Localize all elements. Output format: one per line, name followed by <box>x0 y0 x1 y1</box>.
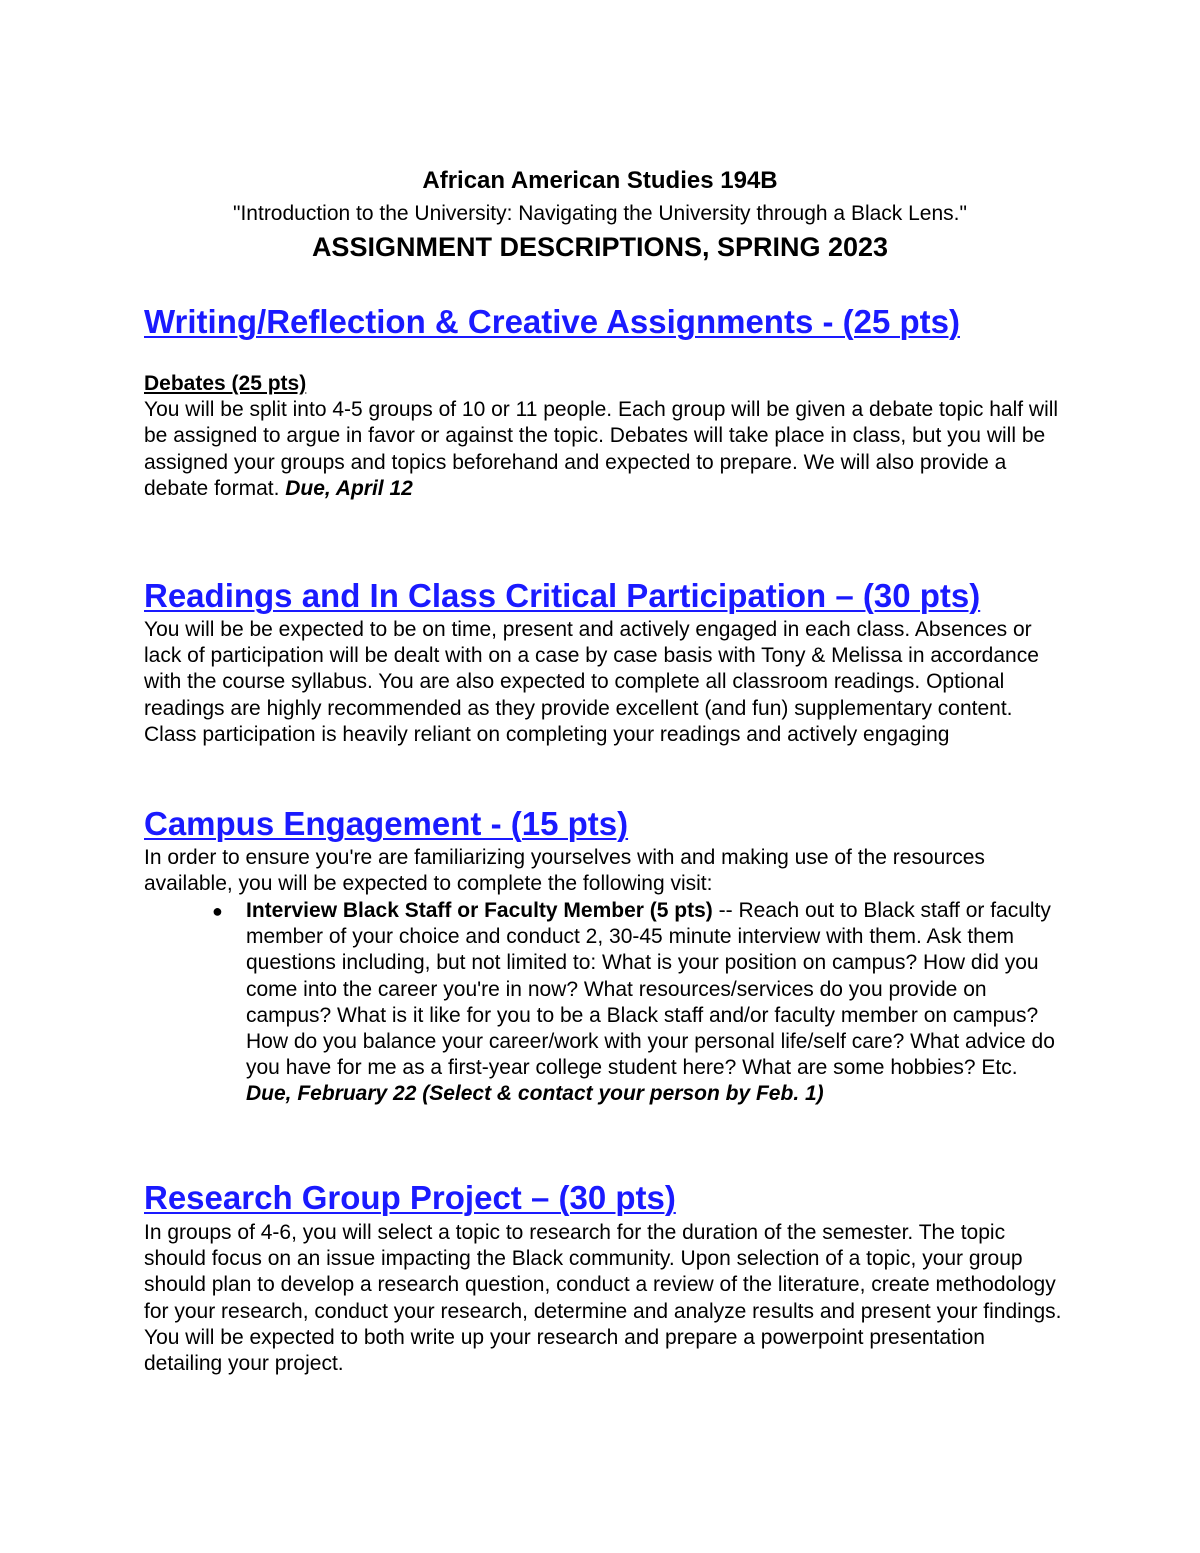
section-title-writing[interactable]: Writing/Reflection & Creative Assignments - (25 pts) <box>144 303 960 340</box>
debates-block <box>144 371 1064 502</box>
section-title-campus[interactable]: Campus Engagement - (15 pts) <box>144 805 629 842</box>
debates-due: Due, April 12 <box>285 476 413 500</box>
course-subtitle: "Introduction to the University: Navigating the University through a Black Lens." <box>233 202 967 225</box>
interview-text: -- Reach out to Black staff or faculty member of your choice and conduct 2, 30-45 minute interview with them. Ask them questions including, but not limited to: What is your position on campus? How did you come into the career you're in now? What resources/services do you provide on campus? What is it like for you to be a Black staff and/or faculty member on campus? How do you balance your career/work with your personal life/self care? What advice do you have for me as a first-year college student here? What are some hobbies? Etc. <box>246 899 1055 1080</box>
interview-due: Due, February 22 (Select & contact your person by Feb. 1) <box>246 1082 824 1106</box>
bullet-icon: ● <box>212 901 223 921</box>
interview-heading: Interview Black Staff or Faculty Member (5 pts) <box>246 899 713 922</box>
section-title-readings[interactable]: Readings and In Class Critical Participation – (30 pts) <box>144 577 981 614</box>
course-title: African American Studies 194B <box>422 167 778 194</box>
debates-text: You will be split into 4-5 groups of 10 or 11 people. Each group will be given a debate topic half will be assigned to argue in favor or against the topic. Debates will take place in class, but you will be assigned your groups and topics beforehand and expected to prepare. We will also provide a debate format. <box>144 398 1059 500</box>
readings-text: You will be be expected to be on time, present and actively engaged in each class. Absences or lack of participation will be dealt with on a case by case basis with Tony & Melissa in accordance with the course syllabus. You are also expected to complete all classroom readings. Optional readings are highly recommended as they provide excellent (and fun) supplementary content. Class participation is heavily reliant on completing your readings and actively engaging <box>144 618 1039 746</box>
research-text: In groups of 4-6, you will select a topic to research for the duration of the semester. The topic should focus on an issue impacting the Black community. Upon selection of a topic, your group should plan to develop a research question, conduct a review of the literature, create methodology for your research, conduct your research, determine and analyze results and present your findings. You will be expected to both write up your research and prepare a powerpoint presentation detailing your project. <box>144 1221 1062 1376</box>
section-title-research[interactable]: Research Group Project – (30 pts) <box>144 1179 676 1216</box>
debates-heading: Debates (25 pts) <box>144 372 307 395</box>
list-item <box>246 898 1066 1108</box>
campus-intro: In order to ensure you're are familiarizing yourselves with and making use of the resources available, you will be expected to complete the following visit: <box>144 846 985 896</box>
page-title: ASSIGNMENT DESCRIPTIONS, SPRING 2023 <box>311 232 889 262</box>
